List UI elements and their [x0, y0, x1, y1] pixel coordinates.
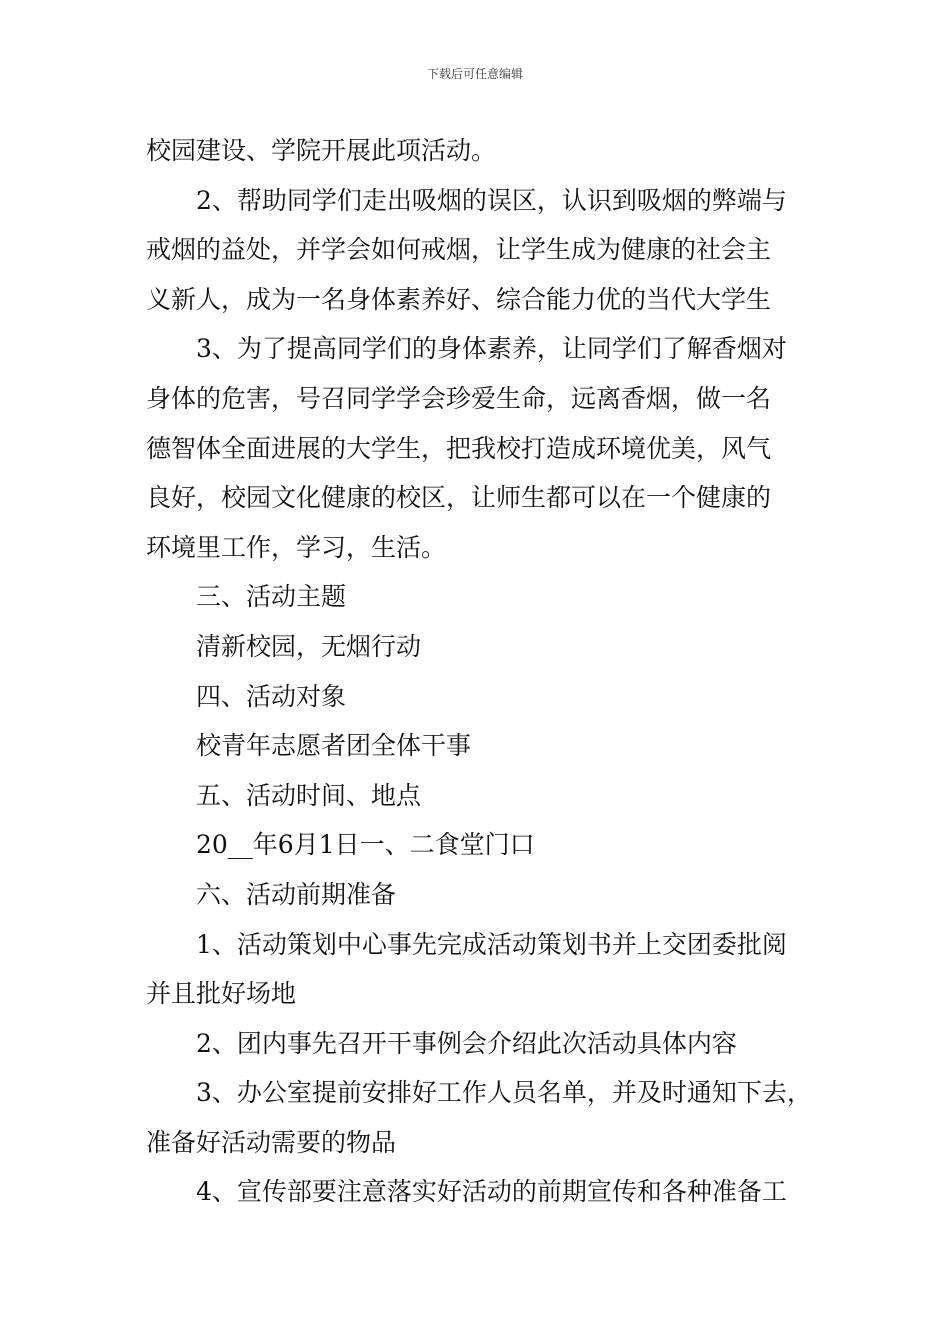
section-heading: 三、活动主题 [196, 582, 347, 612]
text-line: 3、为了提高同学们的身体素养，让同学们了解香烟对 [196, 334, 787, 364]
text-line: 准备好活动需要的物品 [146, 1127, 397, 1157]
text-line: 校青年志愿者团全体干事 [196, 731, 472, 761]
page-header: 下载后可任意编辑 [426, 67, 523, 81]
text-line: 戒烟的益处，并学会如何戒烟，让学生成为健康的社会主 [146, 235, 772, 265]
text-line: 身体的危害，号召同学学会珍爱生命，远离香烟，做一名 [146, 383, 772, 413]
text-line: 德智体全面进展的大学生，把我校打造成环境优美，风气 [146, 433, 772, 463]
text-line: 并且批好场地 [146, 979, 297, 1009]
text-line: 1、活动策划中心事先完成活动策划书并上交团委批阅 [196, 929, 787, 959]
document-body [146, 126, 812, 1217]
text-line: 环境里工作，学习，生活。 [146, 532, 447, 562]
text-line: 清新校园，无烟行动 [196, 631, 422, 661]
text-line: 义新人，成为一名身体素养好、综合能力优的当代大学生 [146, 284, 772, 314]
text-line: 2、团内事先召开干事例会介绍此次活动具体内容 [196, 1028, 737, 1058]
section-heading: 五、活动时间、地点 [196, 780, 422, 810]
text-line: 2、帮助同学们走出吸烟的误区，认识到吸烟的弊端与 [196, 185, 787, 215]
text-line: 4、宣传部要注意落实好活动的前期宣传和各种准备工 [196, 1177, 787, 1207]
section-heading: 六、活动前期准备 [196, 879, 397, 909]
text-line: 3、办公室提前安排好工作人员名单，并及时通知下去， [196, 1078, 812, 1108]
text-line: 20__年6月1日一、二食堂门口 [196, 830, 535, 860]
section-heading: 四、活动对象 [196, 681, 347, 711]
text-line: 校园建设、学院开展此项活动。 [146, 136, 497, 165]
text-line: 良好，校园文化健康的校区，让师生都可以在一个健康的 [146, 483, 772, 513]
